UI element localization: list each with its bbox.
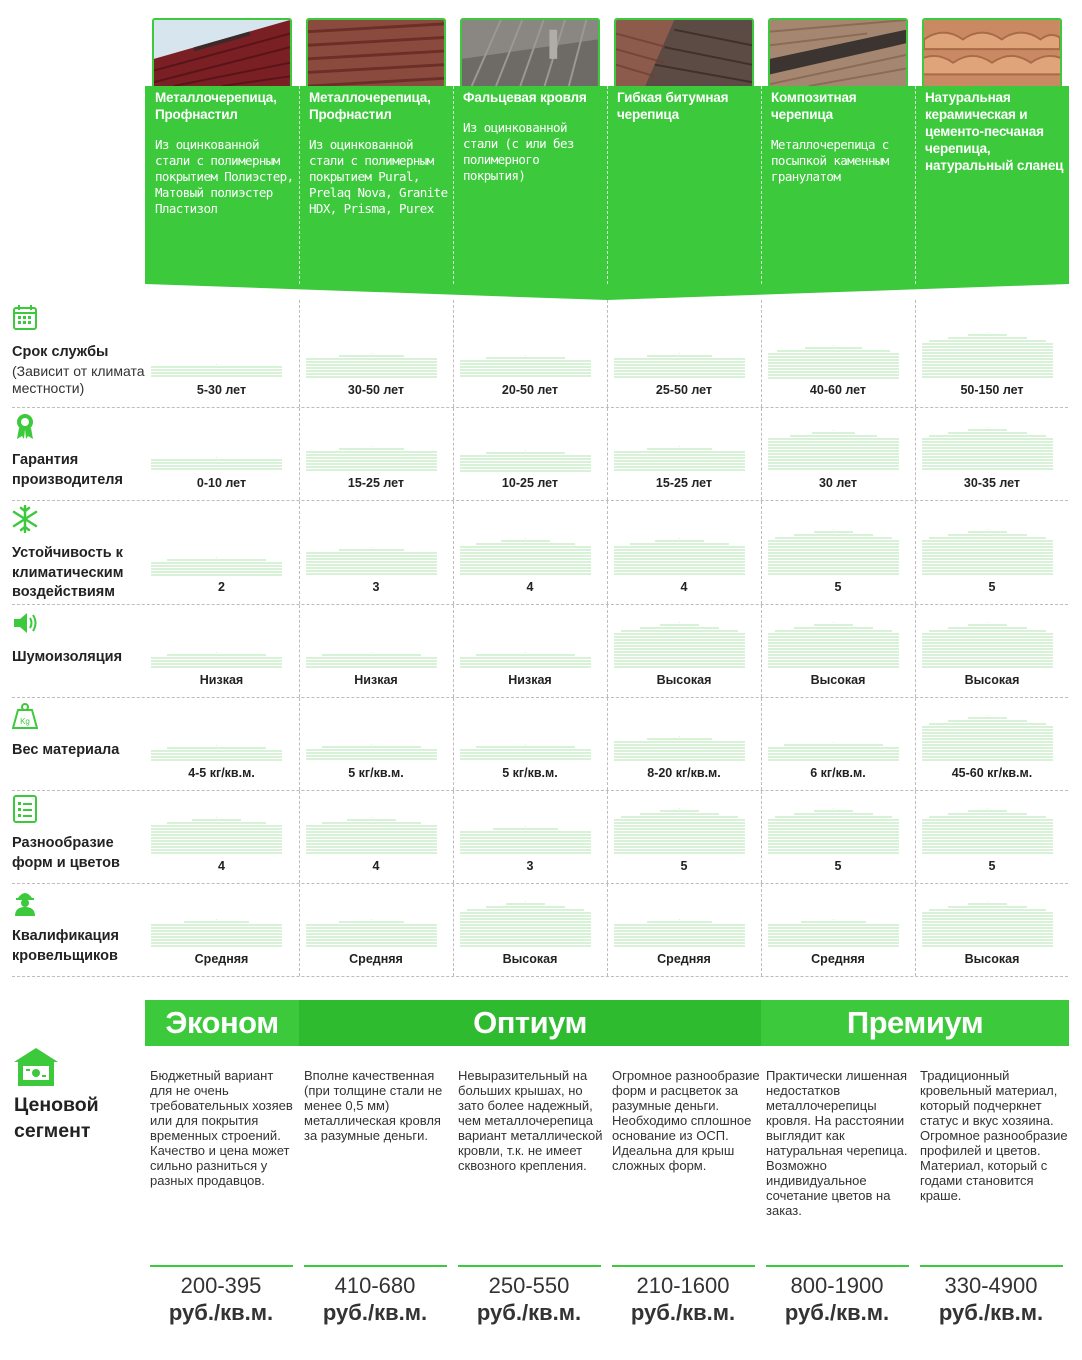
price-block bbox=[454, 1272, 604, 1326]
value-cell bbox=[145, 300, 298, 407]
feature-label: Вес материала bbox=[12, 742, 120, 758]
feature-value: 4-5 кг/кв.м. bbox=[188, 766, 255, 780]
segment-description: Практически лишенная недостатков металлочерепицы кровля. На расстоянии выглядит как натуральная черепица. Возможно индивидуальное сочетание цветов на заказ. bbox=[766, 1068, 908, 1218]
level-bar bbox=[768, 808, 899, 855]
material-desc: Из оцинкованной стали (с или без полимерного покрытия) bbox=[463, 120, 574, 183]
feature-value: 4 bbox=[680, 580, 688, 594]
feature-value: Высокая bbox=[964, 673, 1020, 687]
price-range: 210-1600 bbox=[636, 1273, 730, 1298]
price-range: 410-680 bbox=[334, 1273, 416, 1298]
feature-value: 8-20 кг/кв.м. bbox=[647, 766, 721, 780]
level-bar bbox=[460, 652, 591, 669]
value-cell bbox=[915, 698, 1068, 790]
level-bar bbox=[922, 529, 1053, 576]
feature-value: 5 bbox=[988, 859, 996, 873]
feature-value: 25-50 лет bbox=[655, 383, 713, 397]
feature-row bbox=[12, 884, 1068, 977]
level-bar bbox=[768, 622, 899, 669]
feature-value: Средняя bbox=[811, 952, 865, 966]
material-col-2 bbox=[299, 86, 453, 284]
price-divider bbox=[612, 1265, 755, 1267]
feature-label: Разнообразие форм и цветов bbox=[12, 835, 120, 871]
value-cell bbox=[453, 408, 606, 500]
material-photos bbox=[152, 18, 1068, 86]
segment-label: Ценовой сегмент bbox=[14, 1094, 99, 1142]
level-bar bbox=[306, 744, 437, 762]
price-range: 330-4900 bbox=[944, 1273, 1038, 1298]
feature-value: 5 bbox=[834, 859, 842, 873]
level-bar bbox=[151, 745, 282, 762]
feature-label: Срок службы bbox=[12, 344, 109, 360]
segment-description: Бюджетный вариант для не очень требовательных хозяев или для покрытия временных строений. Качество и цена может сильно разниться у разных продавцов. bbox=[150, 1068, 293, 1188]
segment-description: Огромное разнообразие форм и расцветок за разумные деньги. Необходимо сплошное основание из ОСП. Идеальна для крыш сложных форм. bbox=[612, 1068, 760, 1173]
feature-note: (Зависит от климата местности) bbox=[12, 362, 145, 396]
level-bar bbox=[151, 652, 282, 669]
feature-value: 3 bbox=[372, 580, 380, 594]
feature-value: 5 bbox=[988, 580, 996, 594]
value-cell bbox=[761, 791, 914, 883]
level-bar bbox=[922, 901, 1053, 948]
feature-row bbox=[12, 408, 1068, 501]
value-cell bbox=[453, 698, 606, 790]
value-cell bbox=[299, 605, 452, 697]
feature-value: Средняя bbox=[194, 952, 249, 966]
value-cell bbox=[299, 698, 452, 790]
price-divider bbox=[766, 1265, 909, 1267]
value-cell bbox=[299, 501, 452, 604]
value-cell bbox=[761, 884, 914, 976]
level-bar bbox=[151, 919, 282, 948]
level-bar bbox=[768, 742, 899, 762]
feature-label: Устойчивость к климатическим воздействиям bbox=[12, 545, 124, 600]
feature-value: 5 кг/кв.м. bbox=[502, 766, 558, 780]
value-cell bbox=[299, 884, 452, 976]
material-desc: Из оцинкованной стали с полимерным покрытием Pural, Prelaq Nova, Granite HDX, Prisma, Purex bbox=[309, 137, 448, 216]
price-block bbox=[146, 1272, 296, 1326]
value-cell bbox=[145, 605, 298, 697]
feature-value: Высокая bbox=[656, 673, 712, 687]
segment-optium bbox=[299, 1000, 761, 1046]
level-bar bbox=[768, 919, 899, 948]
value-cell bbox=[915, 300, 1068, 407]
feature-value: 3 bbox=[526, 859, 534, 873]
level-bar bbox=[151, 364, 282, 379]
segment-title: Премиум bbox=[846, 1005, 984, 1040]
level-bar bbox=[460, 826, 591, 855]
value-cell bbox=[453, 300, 606, 407]
level-bar bbox=[614, 622, 745, 669]
level-bar bbox=[306, 547, 437, 576]
money-house-icon bbox=[12, 1046, 60, 1088]
level-bar bbox=[151, 557, 282, 576]
feature-value: 10-25 лет bbox=[501, 476, 559, 490]
material-title: Фальцевая кровля bbox=[463, 90, 587, 105]
level-bar bbox=[922, 622, 1053, 669]
segment-title: Эконом bbox=[165, 1005, 279, 1040]
feature-value: 45-60 кг/кв.м. bbox=[951, 766, 1033, 780]
value-cell bbox=[607, 791, 760, 883]
level-bar bbox=[614, 736, 745, 762]
level-bar bbox=[460, 538, 591, 576]
list-icon bbox=[12, 795, 38, 823]
value-cell bbox=[299, 300, 452, 407]
price-unit: руб./кв.м. bbox=[322, 1300, 428, 1325]
seam-roof-photo bbox=[460, 18, 600, 86]
composite-tile-photo bbox=[768, 18, 908, 86]
weight-icon bbox=[12, 702, 38, 730]
feature-value: 5 кг/кв.м. bbox=[348, 766, 404, 780]
value-cell bbox=[607, 605, 760, 697]
material-desc: Металлочерепица с посыпкой каменным гранулатом bbox=[771, 137, 889, 184]
speaker-icon bbox=[12, 609, 38, 637]
price-divider bbox=[304, 1265, 447, 1267]
feature-value: 0-10 лет bbox=[196, 476, 247, 490]
price-block bbox=[300, 1272, 450, 1326]
price-unit: руб./кв.м. bbox=[476, 1300, 582, 1325]
feature-value: 50-150 лет bbox=[960, 383, 1024, 397]
feature-value: 15-25 лет bbox=[347, 476, 405, 490]
material-title: Композитная черепица bbox=[771, 90, 857, 122]
materials-header bbox=[145, 86, 1069, 300]
segment-econom bbox=[145, 1000, 299, 1046]
value-cell bbox=[761, 300, 914, 407]
feature-label-block bbox=[12, 412, 152, 490]
metal-tile-red-photo bbox=[152, 18, 292, 86]
material-col-3 bbox=[453, 86, 607, 284]
material-col-1 bbox=[145, 86, 299, 284]
feature-label: Квалификация кровельщиков bbox=[12, 928, 119, 964]
feature-value: 4 bbox=[372, 859, 380, 873]
level-bar bbox=[306, 817, 437, 855]
value-cell bbox=[299, 791, 452, 883]
material-desc: Из оцинкованной стали с полимерным покрытием Полиэстер, Матовый полиэстер Пластизол bbox=[155, 137, 294, 216]
value-cell bbox=[607, 501, 760, 604]
material-title: Натуральная керамическая и цементо-песчаная черепица, натуральный сланец bbox=[925, 90, 1064, 173]
feature-value: 4 bbox=[218, 859, 225, 873]
material-col-4 bbox=[607, 86, 761, 284]
level-bar bbox=[460, 450, 591, 472]
value-cell bbox=[453, 884, 606, 976]
feature-value: 5-30 лет bbox=[196, 383, 247, 397]
level-bar bbox=[460, 355, 591, 379]
price-unit: руб./кв.м. bbox=[630, 1300, 736, 1325]
value-cell bbox=[607, 408, 760, 500]
feature-label: Шумоизоляция bbox=[12, 649, 123, 665]
feature-row bbox=[12, 501, 1068, 605]
feature-value: Низкая bbox=[508, 673, 552, 687]
segment-title: Оптиум bbox=[473, 1005, 587, 1040]
level-bar bbox=[306, 353, 437, 379]
value-cell bbox=[915, 884, 1068, 976]
segment-description: Традиционный кровельный материал, который подчеркнет статус и вкус хозяина. Огромное разнообразие профилей и цветов. Материал, который с годами становится краше. bbox=[920, 1068, 1068, 1203]
value-cell bbox=[299, 408, 452, 500]
value-cell bbox=[915, 501, 1068, 604]
level-bar bbox=[768, 529, 899, 576]
value-cell bbox=[607, 698, 760, 790]
feature-label-block bbox=[12, 888, 152, 966]
level-bar bbox=[922, 808, 1053, 855]
value-cell bbox=[761, 408, 914, 500]
level-bar bbox=[922, 427, 1053, 472]
value-cell bbox=[145, 501, 298, 604]
feature-value: Высокая bbox=[810, 673, 866, 687]
material-title: Металлочерепица, Профнастил bbox=[155, 90, 277, 122]
award-icon bbox=[12, 412, 38, 440]
value-cell bbox=[915, 605, 1068, 697]
price-unit: руб./кв.м. bbox=[168, 1300, 274, 1325]
feature-row bbox=[12, 791, 1068, 884]
calendar-icon bbox=[12, 304, 38, 332]
price-range: 250-550 bbox=[488, 1273, 570, 1298]
price-block bbox=[762, 1272, 912, 1326]
level-bar bbox=[151, 817, 282, 855]
price-unit: руб./кв.м. bbox=[784, 1300, 890, 1325]
value-cell bbox=[607, 884, 760, 976]
feature-value: 20-50 лет bbox=[501, 383, 559, 397]
material-col-6 bbox=[915, 86, 1069, 284]
feature-value: Низкая bbox=[354, 673, 398, 687]
feature-value: 30-50 лет bbox=[347, 383, 405, 397]
level-bar bbox=[151, 457, 282, 472]
worker-icon bbox=[12, 888, 38, 916]
value-cell bbox=[761, 501, 914, 604]
feature-value: 30 лет bbox=[818, 476, 858, 490]
feature-value: 5 bbox=[834, 580, 842, 594]
feature-label-block bbox=[12, 795, 152, 873]
metal-tile-brown-photo bbox=[306, 18, 446, 86]
snowflake-icon bbox=[12, 505, 38, 533]
feature-label-block bbox=[12, 304, 152, 398]
feature-value: 2 bbox=[218, 580, 225, 594]
value-cell bbox=[145, 408, 298, 500]
level-bar bbox=[768, 430, 899, 472]
value-cell bbox=[145, 884, 298, 976]
feature-label-block bbox=[12, 505, 152, 603]
value-cell bbox=[453, 501, 606, 604]
level-bar bbox=[306, 652, 437, 669]
feature-value: Высокая bbox=[964, 952, 1020, 966]
segment-description: Невыразительный на больших крышах, но зато более надежный, чем металлочерепица вариант металлической кровли, т.к. не имеет сквозного крепления. bbox=[458, 1068, 603, 1173]
value-cell bbox=[761, 605, 914, 697]
material-col-5 bbox=[761, 86, 915, 284]
level-bar bbox=[614, 808, 745, 855]
level-bar bbox=[922, 715, 1053, 762]
level-bar bbox=[614, 538, 745, 576]
bitumen-shingle-photo bbox=[614, 18, 754, 86]
material-title: Металлочерепица, Профнастил bbox=[309, 90, 431, 122]
level-bar bbox=[768, 345, 899, 379]
segment-description: Вполне качественная (при толщине стали не менее 0,5 мм) металлическая кровля за разумные деньги. bbox=[304, 1068, 443, 1143]
feature-value: 6 кг/кв.м. bbox=[810, 766, 866, 780]
price-unit: руб./кв.м. bbox=[938, 1300, 1044, 1325]
feature-value: 30-35 лет bbox=[963, 476, 1021, 490]
level-bar bbox=[460, 901, 591, 948]
feature-row bbox=[12, 300, 1068, 408]
price-divider bbox=[150, 1265, 293, 1267]
feature-value: 40-60 лет bbox=[809, 383, 867, 397]
feature-value: Высокая bbox=[502, 952, 558, 966]
feature-value: 5 bbox=[680, 859, 688, 873]
value-cell bbox=[453, 605, 606, 697]
ceramic-tile-photo bbox=[922, 18, 1062, 86]
svg-text:Kg: Kg bbox=[20, 717, 30, 726]
level-bar bbox=[306, 446, 437, 472]
feature-label-block bbox=[12, 609, 152, 668]
feature-value: 15-25 лет bbox=[655, 476, 713, 490]
price-block bbox=[916, 1272, 1066, 1326]
value-cell bbox=[915, 408, 1068, 500]
level-bar bbox=[460, 744, 591, 762]
value-cell bbox=[761, 698, 914, 790]
feature-label-block bbox=[12, 702, 152, 761]
feature-row bbox=[12, 605, 1068, 698]
price-range: 200-395 bbox=[180, 1273, 262, 1298]
feature-row bbox=[12, 698, 1068, 791]
level-bar bbox=[614, 353, 745, 379]
value-cell bbox=[145, 791, 298, 883]
price-range: 800-1900 bbox=[790, 1273, 884, 1298]
feature-value: Средняя bbox=[349, 952, 403, 966]
price-divider bbox=[458, 1265, 601, 1267]
level-bar bbox=[614, 446, 745, 472]
value-cell bbox=[453, 791, 606, 883]
level-bar bbox=[922, 332, 1053, 379]
feature-value: Средняя bbox=[657, 952, 711, 966]
value-cell bbox=[607, 300, 760, 407]
level-bar bbox=[614, 919, 745, 948]
price-divider bbox=[920, 1265, 1063, 1267]
value-cell bbox=[145, 698, 298, 790]
level-bar bbox=[306, 919, 437, 948]
feature-value: Низкая bbox=[199, 673, 244, 687]
segment-premium bbox=[761, 1000, 1069, 1046]
feature-label: Гарантия производителя bbox=[12, 452, 123, 488]
value-cell bbox=[915, 791, 1068, 883]
material-title: Гибкая битумная черепица bbox=[617, 90, 729, 122]
feature-value: 4 bbox=[526, 580, 534, 594]
price-block bbox=[608, 1272, 758, 1326]
